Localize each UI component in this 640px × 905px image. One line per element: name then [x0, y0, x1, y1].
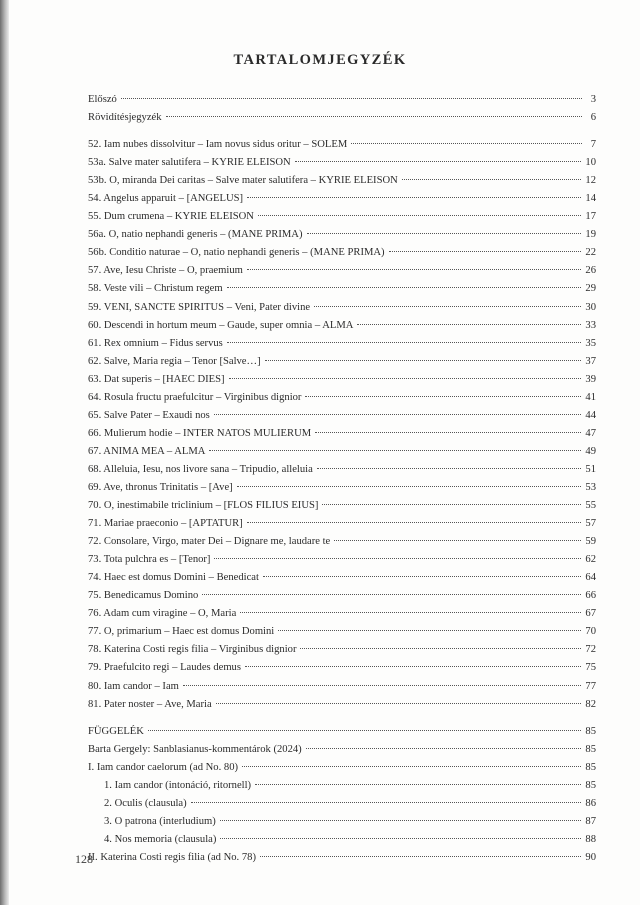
toc-entry: [88, 762, 596, 780]
toc-entry: [88, 356, 596, 374]
toc-entry-label: Barta Gergely: Sanblasianus-kommentárok (2024): [88, 743, 302, 755]
toc-entry-label: 54. Angelus apparuit – [ANGELUS]: [88, 193, 244, 205]
toc-entry: [88, 157, 596, 175]
toc-entry: [88, 744, 596, 762]
toc-entry: [88, 374, 596, 392]
toc-entry: [88, 338, 596, 356]
toc-entry: [88, 608, 596, 626]
toc-entry: [88, 572, 596, 590]
dot-leader: [191, 802, 582, 803]
toc-entry-page-number: 37: [585, 355, 596, 367]
dot-leader: [214, 558, 581, 559]
toc-entry-page-number: 77: [585, 680, 596, 692]
dot-leader: [255, 784, 581, 785]
dot-leader: [227, 287, 582, 288]
dot-leader: [209, 450, 581, 451]
toc-entry: [88, 320, 596, 338]
toc-entry-label: 67. ANIMA MEA – ALMA: [88, 445, 206, 457]
dot-leader: [351, 143, 582, 144]
toc-entry-page-number: 82: [585, 698, 596, 710]
toc-entry: [88, 626, 596, 644]
toc-entry-label: 65. Salve Pater – Exaudi nos: [88, 409, 210, 421]
toc-entry: [88, 816, 596, 834]
dot-leader: [237, 486, 582, 487]
toc-entry-label: 2. Oculis (clausula): [104, 797, 187, 809]
toc-entry-label: 59. VENI, SANCTE SPIRITUS – Veni, Pater divine: [88, 301, 311, 313]
toc-entry-label: 57. Ave, Iesu Christe – O, praemium: [88, 265, 243, 277]
toc-entry-label: FÜGGELÉK: [88, 725, 144, 737]
toc-entry: [88, 536, 596, 554]
dot-leader: [229, 378, 582, 379]
toc-entry-page-number: 85: [585, 779, 596, 791]
toc-entry: [88, 211, 596, 229]
dot-leader: [317, 468, 582, 469]
toc-entry-page-number: 66: [585, 590, 596, 602]
front-matter-section: [88, 94, 596, 130]
toc-entry-page-number: 70: [585, 626, 596, 638]
toc-entry-page-number: 85: [585, 761, 596, 773]
toc-entry-page-number: 44: [585, 409, 596, 421]
toc-entry-label: 53b. O, miranda Dei caritas – Salve mater salutifera – KYRIE ELEISON: [88, 175, 398, 187]
toc-entry-label: 70. O, inestimabile triclinium – [FLOS FILIUS EIUS]: [88, 500, 319, 512]
toc-entry-label: 69. Ave, thronus Trinitatis – [Ave]: [88, 481, 233, 493]
toc-entry-label: 58. Veste vili – Christum regem: [88, 283, 223, 295]
dot-leader: [402, 179, 582, 180]
toc-entry-label: 60. Descendi in hortum meum – Gaude, super omnia – ALMA: [88, 319, 354, 331]
toc-entry-page-number: 10: [585, 157, 596, 169]
dot-leader: [314, 306, 581, 307]
toc-entry-page-number: 86: [585, 797, 596, 809]
dot-leader: [357, 324, 581, 325]
book-spine-shadow: [0, 0, 9, 905]
toc-entry-page-number: 90: [585, 851, 596, 863]
toc-entry-page-number: 35: [585, 337, 596, 349]
toc-entry-label: 77. O, primarium – Haec est domus Domini: [88, 626, 275, 638]
toc-entry: [88, 265, 596, 283]
toc-entry-page-number: 3: [590, 94, 596, 105]
dot-leader: [202, 594, 581, 595]
dot-leader: [307, 233, 582, 234]
dot-leader: [240, 612, 581, 613]
dot-leader: [334, 540, 581, 541]
appendix-section: [88, 726, 596, 870]
toc-entry: [88, 428, 596, 446]
toc-entry: [88, 662, 596, 680]
dot-leader: [245, 666, 581, 667]
toc-entry-label: 66. Mulierum hodie – INTER NATOS MULIERUM: [88, 427, 312, 439]
toc-entry-page-number: 12: [585, 175, 596, 187]
toc-entry-label: I. Iam candor caelorum (ad No. 80): [88, 761, 239, 773]
toc-entry: [88, 112, 596, 130]
dot-leader: [260, 856, 581, 857]
toc-entry: [88, 139, 596, 157]
toc-entry-page-number: 19: [585, 229, 596, 241]
toc-entry-label: 73. Tota pulchra es – [Tenor]: [88, 554, 211, 566]
toc-entry-label: 55. Dum crumena – KYRIE ELEISON: [88, 211, 254, 223]
page-title: TARTALOMJEGYZÉK: [233, 52, 407, 68]
toc-entry-label: 62. Salve, Maria regia – Tenor [Salve…]: [88, 355, 261, 367]
toc-entry: [88, 175, 596, 193]
dot-leader: [216, 703, 582, 704]
toc-entry-page-number: 33: [585, 319, 596, 331]
toc-entry-label: 81. Pater noster – Ave, Maria: [88, 698, 212, 710]
toc-entry-page-number: 51: [585, 463, 596, 475]
toc-entry-page-number: 72: [585, 644, 596, 656]
section-gap: [88, 130, 596, 139]
toc-entry: [88, 410, 596, 428]
dot-leader: [389, 251, 582, 252]
section-gap: [88, 717, 596, 726]
toc-entry: [88, 834, 596, 852]
toc-entry-page-number: 22: [585, 247, 596, 259]
toc-entry-label: 1. Iam candor (intonáció, ritornell): [104, 779, 252, 791]
toc-entry-page-number: 57: [585, 518, 596, 530]
dot-leader: [247, 197, 581, 198]
toc-entry-page-number: 26: [585, 265, 596, 277]
toc-entry-label: 56a. O, natio nephandi generis – (MANE PRIMA): [88, 229, 303, 241]
toc-entry-label: Előszó: [88, 94, 117, 105]
toc-entry: [88, 518, 596, 536]
toc-entry: [88, 392, 596, 410]
toc-entry: [88, 554, 596, 572]
toc-entry: [88, 644, 596, 662]
toc-entry-page-number: 30: [585, 301, 596, 313]
toc-entry-page-number: 62: [585, 554, 596, 566]
toc-entry-label: 80. Iam candor – Iam: [88, 680, 179, 692]
toc-entry: [88, 590, 596, 608]
toc-entry-page-number: 67: [585, 608, 596, 620]
entries-section: [88, 139, 596, 717]
toc-entry: [88, 852, 596, 870]
table-of-contents: [88, 94, 596, 870]
dot-leader: [265, 360, 582, 361]
toc-entry: [88, 229, 596, 247]
dot-leader: [214, 414, 582, 415]
toc-entry: [88, 798, 596, 816]
toc-entry-label: 68. Alleluia, Iesu, nos livore sana – Tripudio, alleluia: [88, 463, 313, 475]
toc-entry: [88, 500, 596, 518]
dot-leader: [220, 838, 581, 839]
toc-entry-page-number: 55: [585, 500, 596, 512]
toc-entry-page-number: 64: [585, 572, 596, 584]
toc-entry-page-number: 17: [585, 211, 596, 223]
dot-leader: [322, 504, 581, 505]
toc-entry: [88, 94, 596, 112]
toc-entry-page-number: 59: [585, 536, 596, 548]
toc-entry-page-number: 7: [590, 139, 596, 151]
toc-entry-label: 72. Consolare, Virgo, mater Dei – Dignare me, laudare te: [88, 536, 331, 548]
toc-entry-page-number: 75: [585, 662, 596, 674]
page-number: 128: [75, 852, 93, 866]
toc-entry-page-number: 53: [585, 481, 596, 493]
toc-entry-page-number: 14: [585, 193, 596, 205]
toc-entry-label: 3. O patrona (interludium): [104, 815, 216, 827]
toc-entry-label: 79. Praefulcito regi – Laudes demus: [88, 662, 241, 674]
toc-entry-label: 74. Haec est domus Domini – Benedicat: [88, 572, 259, 584]
dot-leader: [263, 576, 581, 577]
dot-leader: [295, 161, 582, 162]
dot-leader: [227, 342, 582, 343]
toc-entry-label: 75. Benedicamus Domino: [88, 590, 199, 602]
dot-leader: [166, 116, 582, 117]
dot-leader: [148, 730, 581, 731]
toc-entry-page-number: 47: [585, 427, 596, 439]
toc-entry-page-number: 87: [585, 815, 596, 827]
dot-leader: [242, 766, 581, 767]
toc-entry: [88, 780, 596, 798]
dot-leader: [247, 522, 582, 523]
toc-entry: [88, 681, 596, 699]
toc-entry: [88, 699, 596, 717]
toc-entry: [88, 247, 596, 265]
dot-leader: [278, 630, 581, 631]
dot-leader: [247, 269, 582, 270]
toc-entry-page-number: 6: [590, 112, 596, 124]
toc-entry-label: 53a. Salve mater salutifera – KYRIE ELEISON: [88, 157, 291, 169]
toc-entry-label: 64. Rosula fructu praefulcitur – Virginibus dignior: [88, 391, 302, 403]
toc-entry: [88, 302, 596, 320]
dot-leader: [183, 685, 582, 686]
toc-entry: [88, 482, 596, 500]
dot-leader: [315, 432, 581, 433]
dot-leader: [220, 820, 582, 821]
toc-entry-label: 78. Katerina Costi regis filia – Virginibus dignior: [88, 644, 297, 656]
toc-entry-label: 71. Mariae praeconio – [APTATUR]: [88, 518, 243, 530]
toc-entry-page-number: 39: [585, 373, 596, 385]
toc-entry-label: 52. Iam nubes dissolvitur – Iam novus sidus oritur – SOLEM: [88, 139, 348, 151]
toc-entry-page-number: 88: [585, 833, 596, 845]
toc-entry-page-number: 85: [585, 725, 596, 737]
toc-entry-page-number: 85: [585, 743, 596, 755]
toc-entry-label: 61. Rex omnium – Fidus servus: [88, 337, 223, 349]
toc-entry-label: 63. Dat superis – [HAEC DIES]: [88, 373, 225, 385]
dot-leader: [305, 396, 581, 397]
toc-entry: [88, 726, 596, 744]
dot-leader: [121, 98, 582, 99]
toc-entry-label: II. Katerina Costi regis filia (ad No. 78): [88, 851, 256, 863]
toc-entry-page-number: 29: [585, 283, 596, 295]
toc-entry-page-number: 49: [585, 445, 596, 457]
toc-entry: [88, 446, 596, 464]
dot-leader: [258, 215, 581, 216]
dot-leader: [306, 748, 582, 749]
toc-entry-label: 4. Nos memoria (clausula): [104, 833, 217, 845]
toc-entry-label: 76. Adam cum viragine – O, Maria: [88, 608, 237, 620]
toc-entry-label: 56b. Conditio naturae – O, natio nephandi generis – (MANE PRIMA): [88, 247, 385, 259]
toc-entry-page-number: 41: [585, 391, 596, 403]
toc-entry: [88, 193, 596, 211]
toc-entry-label: Rövidítésjegyzék: [88, 112, 162, 124]
toc-entry: [88, 464, 596, 482]
toc-entry: [88, 283, 596, 301]
dot-leader: [300, 648, 581, 649]
